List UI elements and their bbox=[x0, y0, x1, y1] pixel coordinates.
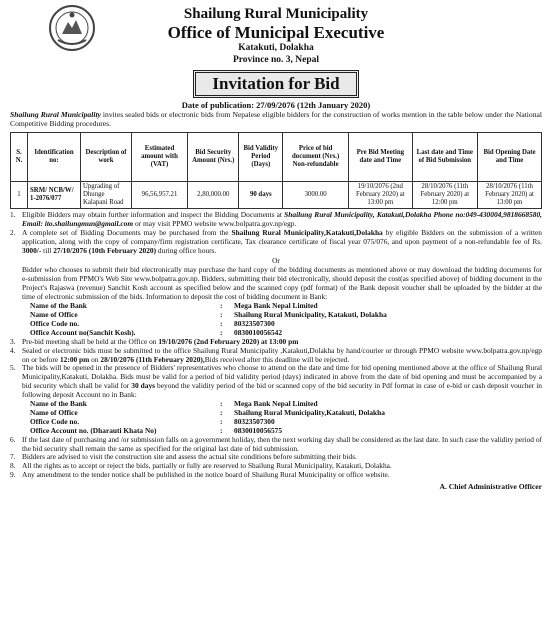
bank-value: 80323507300 bbox=[234, 318, 275, 328]
th-desc: Description of work bbox=[81, 133, 132, 182]
note-bold: Shailung Rural Municipality,Katakuti,Dolakha bbox=[231, 227, 383, 237]
note-text: by eligible Bidders on the submission of a written application, along with the copy of company/firm registration certificate, Tax clearance certificate of fiscal year 075/076, and upon payment of a non-refundable fee of Rs. bbox=[22, 227, 542, 246]
note-2b bbox=[10, 266, 542, 302]
note-1 bbox=[10, 211, 542, 229]
bank-value: 0830010056542 bbox=[234, 327, 283, 337]
intro-text: invites sealed bids or electronic bids from Nepalese eligible bidders for the construction of works mention in the table below under the National Competitive Bidding procedures. bbox=[10, 110, 542, 128]
bank-row: Office Account no(Sanchit Kosh). : 0830010056542 bbox=[30, 327, 283, 337]
note-text: Sealed or electronic bids must be submitted to the office Shailung Rural Municipality ,Katakuti,Dolakha by hand/courier or through PPMO website www.bolpatra.gov.np/egp on or before bbox=[22, 345, 542, 364]
nepal-emblem-icon bbox=[48, 4, 96, 52]
cell-prebid: 19/10/2076 (2nd February 2020) at 13:00 pm bbox=[349, 182, 412, 209]
bank-info-1 bbox=[30, 302, 542, 338]
note-number: 6. bbox=[10, 434, 16, 444]
note-text: on bbox=[89, 354, 101, 364]
note-number: 7. bbox=[10, 452, 16, 462]
note-text: till bbox=[41, 245, 54, 255]
note-text: If the last date of purchasing and /or submission falls on a government holiday, then the next working day shall be considered as the last date. In such case the validity period of the bid security shall remain the same as specified for the original last date of bid submission. bbox=[22, 434, 543, 453]
note-bold: 19/10/2076 (2nd February 2020) at 13:00 pm bbox=[158, 336, 299, 346]
note-bold: 3000/- bbox=[22, 245, 42, 255]
intro-paragraph bbox=[10, 110, 542, 128]
note-number: 9. bbox=[10, 470, 16, 480]
bank-value: 0830010056575 bbox=[234, 425, 283, 435]
cell-security: 2,80,000.00 bbox=[188, 182, 239, 209]
bank-row: Office Account no. (Dharauti Khata No) : 0830010056575 bbox=[30, 425, 283, 435]
bank-row: Office Code no. : 80323507300 bbox=[30, 416, 275, 426]
th-validity: Bid Validity Period (Days) bbox=[239, 133, 283, 182]
province: Province no. 3, Nepal bbox=[232, 55, 320, 65]
bank-key: Name of Office bbox=[30, 407, 78, 417]
bank-key: Office Account no. (Dharauti Khata No) bbox=[30, 425, 157, 435]
bank-row: Name of Office : Shailung Rural Municipality, Katakuti, Dolakha bbox=[30, 309, 387, 319]
note-2 bbox=[10, 229, 542, 256]
th-lastdate: Last date and Time of Bid Submission bbox=[412, 133, 478, 182]
cell-price: 3000.00 bbox=[283, 182, 349, 209]
table-header-row bbox=[11, 133, 542, 182]
notes bbox=[10, 211, 542, 480]
note-number: 5. bbox=[10, 363, 16, 373]
note-text: Bidder who chooses to submit their bid electronically may purchase the hard copy of the bidding documents as mentioned above or may download the bidding documents for e-submission from PPMO's Web Site www.bolpatra.gov.np. Bidders, submitting their bid electronically, should deposit the cost(as specified above) of bidding document in the Project's Rajaswa (revenue) Sanchit Kosh account as specified below and the scanned copy (pdf format) of the Bank deposit voucher shall be uploaded by the bidder at the time of electronic submission of the bids. Information to deposit the cost of bidding document in Bank: bbox=[22, 265, 542, 302]
note-4 bbox=[10, 347, 542, 365]
th-id: Identification no: bbox=[28, 133, 81, 182]
note-number: 1. bbox=[10, 210, 16, 219]
signature: A. Chief Administrative Officer bbox=[439, 482, 542, 492]
th-price: Price of bid document (Nrs.) Non-refundable bbox=[283, 133, 349, 182]
title-banner: Invitation for Bid bbox=[193, 70, 358, 98]
bank-value: 80323507300 bbox=[234, 416, 275, 426]
bank-key: Name of Office bbox=[30, 309, 78, 319]
note-text: Bidders are advised to visit the construction site and assess the actual site conditions before submitting their bids. bbox=[22, 452, 357, 462]
table-row bbox=[11, 182, 542, 209]
th-security: Bid Security Amount (Nrs.) bbox=[188, 133, 239, 182]
cell-opening: 28/10/2076 (11th February 2020) at 13:00 pm bbox=[478, 182, 542, 209]
th-prebid: Pre Bid Meeting date and Time bbox=[349, 133, 412, 182]
note-5 bbox=[10, 364, 542, 400]
note-number: 4. bbox=[10, 345, 16, 355]
bank-row: Office Code no. : 80323507300 bbox=[30, 318, 275, 328]
cell-desc: Upgrading of Dhunge Kalapani Road bbox=[81, 182, 132, 209]
bank-row: Name of Office : Shailung Rural Municipality,Katakuti, Dolakha bbox=[30, 407, 385, 417]
bank-info-2 bbox=[30, 400, 542, 436]
bank-key: Name of the Bank bbox=[30, 399, 87, 409]
cell-estimate: 96,56,957.21 bbox=[132, 182, 188, 209]
note-number: 8. bbox=[10, 461, 16, 471]
bank-key: Name of the Bank bbox=[30, 301, 87, 311]
note-text: during office hours. bbox=[156, 245, 217, 255]
note-text: The bids will be opened in the presence of Bidders' representatives who choose to attend on the date and time for bid opening mentioned above at the office of Shailung Rural Municipality,Katakuti, Dolakha. Bids must be valid for a period of bid validity period (days) indicated in above from the date of bid opening and must be accompanied by a bid security which shall be valid for bbox=[22, 363, 542, 391]
bank-key: Office Code no. bbox=[30, 416, 80, 426]
note-number: 2. bbox=[10, 227, 16, 237]
note-number: 3. bbox=[10, 336, 16, 346]
or-separator: Or bbox=[272, 255, 280, 265]
contact-info: Shailung Rural Municipality, Katakuti,Dolakha Phone no:049-430004,9818668580, Email: ito.shailungmun@gmail.com bbox=[22, 210, 542, 228]
note-text: beyond the validity period of the bid or scanned copy of the bid security in Pdf format in case of e-bid or cash deposit voucher in following deposit Account no in Bank: bbox=[22, 381, 542, 400]
note-text: Eligible Bidders may obtain further information and inspect the Bidding Documents at bbox=[22, 210, 285, 219]
bank-value: Shailung Rural Municipality,Katakuti, Dolakha bbox=[234, 407, 385, 417]
cell-id: SRM/ NCB/W/ 1-2076/077 bbox=[28, 182, 81, 209]
header bbox=[10, 0, 542, 98]
note-6 bbox=[10, 436, 542, 454]
note-bold: 27/10/2076 (10th February 2020) bbox=[53, 245, 157, 255]
cell-sn: 1 bbox=[11, 182, 28, 209]
intro-org: Shailung Rural Municipality bbox=[10, 110, 101, 119]
th-estimate: Estimated amount with (VAT) bbox=[132, 133, 188, 182]
cell-validity: 90 days bbox=[239, 182, 283, 209]
org-name: Shailung Rural Municipality bbox=[183, 6, 369, 22]
cell-lastdate: 28/10/2076 (11th February 2020) at 12:00 pm bbox=[412, 182, 478, 209]
note-text: Bids received after this deadline will be rejected. bbox=[204, 354, 350, 364]
bank-row: Name of the Bank : Mega Bank Nepal Limited bbox=[30, 399, 318, 409]
bank-value: Mega Bank Nepal Limited bbox=[234, 301, 318, 311]
th-opening: Bid Opening Date and Time bbox=[478, 133, 542, 182]
note-text: Pre-bid meeting shall be held at the Office on bbox=[22, 336, 159, 346]
note-text: Any amendment to the tender notice shall be published in the notice board of Shailung Rural Municipality or office website. bbox=[22, 470, 390, 480]
note-9 bbox=[10, 471, 542, 480]
note-text: A complete set of Bidding Documents may be purchased from the bbox=[22, 227, 232, 237]
bank-key: Office Account no(Sanchit Kosh). bbox=[30, 327, 136, 337]
th-sn: S. N. bbox=[11, 133, 28, 182]
publication-date: Date of publication: 27/09/2076 (12th January 2020) bbox=[181, 100, 371, 110]
note-bold: 30 days bbox=[131, 381, 156, 391]
address: Katakuti, Dolakha bbox=[238, 43, 314, 53]
note-text: All the rights as to accept or reject the bids, partially or fully are reserved to Shailung Rural Municipality, Katakuti, Dolakha. bbox=[22, 461, 392, 471]
bank-row: Name of the Bank : Mega Bank Nepal Limited bbox=[30, 301, 318, 311]
office-name: Office of Municipal Executive bbox=[167, 23, 385, 42]
bank-value: Shailung Rural Municipality, Katakuti, Dolakha bbox=[234, 309, 387, 319]
note-bold: 12:00 pm bbox=[59, 354, 90, 364]
bank-value: Mega Bank Nepal Limited bbox=[234, 399, 318, 409]
bank-key: Office Code no. bbox=[30, 318, 80, 328]
note-text: or may visit PPMO website www.bolpatra.gov.np/egp. bbox=[133, 218, 297, 228]
bid-table bbox=[10, 132, 542, 209]
note-bold: 28/10/2076 (11th February 2020), bbox=[100, 354, 205, 364]
